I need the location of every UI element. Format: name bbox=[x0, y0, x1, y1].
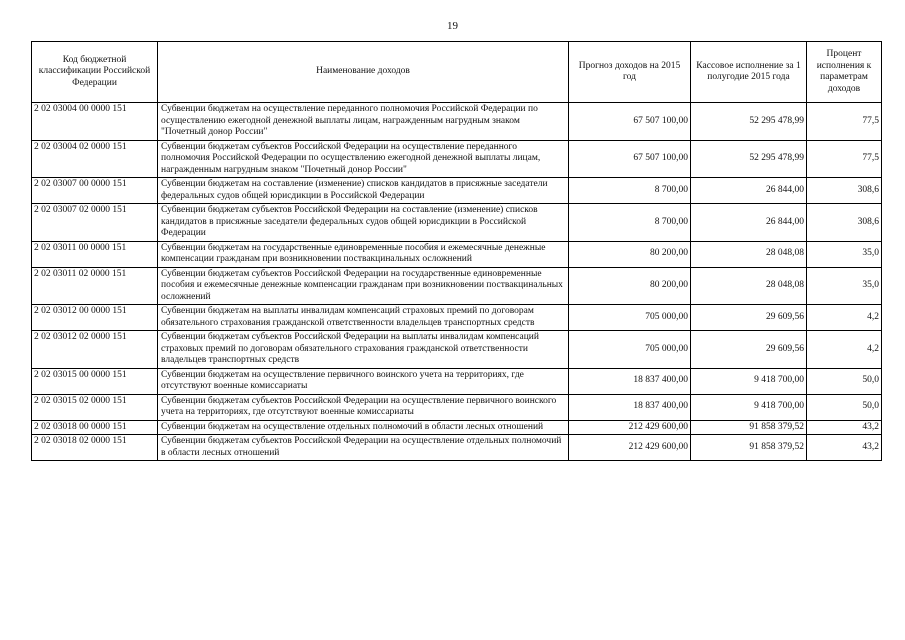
execution-cell: 29 609,56 bbox=[691, 331, 807, 369]
forecast-cell: 18 837 400,00 bbox=[569, 394, 691, 420]
percent-cell: 35,0 bbox=[807, 267, 882, 305]
table-row bbox=[32, 241, 882, 267]
percent-cell: 308,6 bbox=[807, 204, 882, 242]
header-row bbox=[32, 42, 882, 103]
code-cell: 2 02 03004 00 0000 151 bbox=[32, 103, 158, 141]
percent-cell: 308,6 bbox=[807, 178, 882, 204]
table-row bbox=[32, 103, 882, 141]
forecast-cell: 67 507 100,00 bbox=[569, 103, 691, 141]
code-cell: 2 02 03018 02 0000 151 bbox=[32, 435, 158, 461]
code-cell: 2 02 03011 02 0000 151 bbox=[32, 267, 158, 305]
table-row bbox=[32, 204, 882, 242]
forecast-cell: 18 837 400,00 bbox=[569, 368, 691, 394]
percent-cell: 77,5 bbox=[807, 103, 882, 141]
execution-cell: 9 418 700,00 bbox=[691, 394, 807, 420]
name-cell: Субвенции бюджетам субъектов Российской Федерации на осуществление переданного полномочия Российской Федерации по осуществлению ежегодной денежной выплаты лицам, награжденным нагрудным знаком "Почетный донор России" bbox=[158, 140, 569, 178]
forecast-cell: 8 700,00 bbox=[569, 204, 691, 242]
name-cell: Субвенции бюджетам на выплаты инвалидам компенсаций страховых премий по договорам обязательного страхования гражданской ответственности владельцев транспортных средств bbox=[158, 305, 569, 331]
name-cell: Субвенции бюджетам субъектов Российской Федерации на составление (изменение) списков кандидатов в присяжные заседатели федеральных судов общей юрисдикции в Российской Федерации bbox=[158, 204, 569, 242]
header-name: Наименование доходов bbox=[158, 42, 569, 103]
execution-cell: 28 048,08 bbox=[691, 241, 807, 267]
revenue-table bbox=[31, 41, 882, 461]
code-cell: 2 02 03018 00 0000 151 bbox=[32, 420, 158, 435]
table-row bbox=[32, 435, 882, 461]
percent-cell: 43,2 bbox=[807, 420, 882, 435]
code-cell: 2 02 03007 02 0000 151 bbox=[32, 204, 158, 242]
header-forecast: Прогноз доходов на 2015 год bbox=[569, 42, 691, 103]
header-percent: Процент исполнения к параметрам доходов bbox=[807, 42, 882, 103]
table-row bbox=[32, 140, 882, 178]
table-row bbox=[32, 368, 882, 394]
code-cell: 2 02 03012 00 0000 151 bbox=[32, 305, 158, 331]
table-row bbox=[32, 331, 882, 369]
header-execution: Кассовое исполнение за 1 полугодие 2015 года bbox=[691, 42, 807, 103]
execution-cell: 26 844,00 bbox=[691, 178, 807, 204]
page-number: 19 bbox=[447, 20, 458, 32]
code-cell: 2 02 03004 02 0000 151 bbox=[32, 140, 158, 178]
execution-cell: 52 295 478,99 bbox=[691, 103, 807, 141]
name-cell: Субвенции бюджетам на составление (изменение) списков кандидатов в присяжные заседатели федеральных судов общей юрисдикции в Российской Федерации bbox=[158, 178, 569, 204]
table-row bbox=[32, 420, 882, 435]
execution-cell: 28 048,08 bbox=[691, 267, 807, 305]
execution-cell: 9 418 700,00 bbox=[691, 368, 807, 394]
execution-cell: 91 858 379,52 bbox=[691, 420, 807, 435]
percent-cell: 4,2 bbox=[807, 305, 882, 331]
code-cell: 2 02 03011 00 0000 151 bbox=[32, 241, 158, 267]
name-cell: Субвенции бюджетам на осуществление переданного полномочия Российской Федерации по осуществлению ежегодной денежной выплаты лицам, награжденным нагрудным знаком "Почетный донор России" bbox=[158, 103, 569, 141]
execution-cell: 91 858 379,52 bbox=[691, 435, 807, 461]
forecast-cell: 8 700,00 bbox=[569, 178, 691, 204]
execution-cell: 29 609,56 bbox=[691, 305, 807, 331]
name-cell: Субвенции бюджетам субъектов Российской Федерации на государственные единовременные пособия и ежемесячные денежные компенсации гражданам при возникновении поствакцинальных осложнений bbox=[158, 267, 569, 305]
percent-cell: 4,2 bbox=[807, 331, 882, 369]
table-row bbox=[32, 178, 882, 204]
execution-cell: 26 844,00 bbox=[691, 204, 807, 242]
forecast-cell: 705 000,00 bbox=[569, 305, 691, 331]
code-cell: 2 02 03015 00 0000 151 bbox=[32, 368, 158, 394]
code-cell: 2 02 03015 02 0000 151 bbox=[32, 394, 158, 420]
table-row bbox=[32, 305, 882, 331]
forecast-cell: 67 507 100,00 bbox=[569, 140, 691, 178]
percent-cell: 43,2 bbox=[807, 435, 882, 461]
percent-cell: 77,5 bbox=[807, 140, 882, 178]
table-row bbox=[32, 394, 882, 420]
table-row bbox=[32, 267, 882, 305]
forecast-cell: 80 200,00 bbox=[569, 267, 691, 305]
name-cell: Субвенции бюджетам на осуществление отдельных полномочий в области лесных отношений bbox=[158, 420, 569, 435]
execution-cell: 52 295 478,99 bbox=[691, 140, 807, 178]
name-cell: Субвенции бюджетам субъектов Российской Федерации на осуществление первичного воинского учета на территориях, где отсутствуют военные комиссариаты bbox=[158, 394, 569, 420]
name-cell: Субвенции бюджетам на осуществление первичного воинского учета на территориях, где отсутствуют военные комиссариаты bbox=[158, 368, 569, 394]
name-cell: Субвенции бюджетам субъектов Российской Федерации на выплаты инвалидам компенсаций страховых премий по договорам обязательного страхования гражданской ответственности владельцев транспортных средств bbox=[158, 331, 569, 369]
forecast-cell: 212 429 600,00 bbox=[569, 435, 691, 461]
code-cell: 2 02 03012 02 0000 151 bbox=[32, 331, 158, 369]
header-code: Код бюджетной классификации Российской Федерации bbox=[32, 42, 158, 103]
percent-cell: 50,0 bbox=[807, 394, 882, 420]
name-cell: Субвенции бюджетам на государственные единовременные пособия и ежемесячные денежные компенсации гражданам при возникновении поствакцинальных осложнений bbox=[158, 241, 569, 267]
forecast-cell: 80 200,00 bbox=[569, 241, 691, 267]
forecast-cell: 705 000,00 bbox=[569, 331, 691, 369]
percent-cell: 50,0 bbox=[807, 368, 882, 394]
code-cell: 2 02 03007 00 0000 151 bbox=[32, 178, 158, 204]
percent-cell: 35,0 bbox=[807, 241, 882, 267]
forecast-cell: 212 429 600,00 bbox=[569, 420, 691, 435]
name-cell: Субвенции бюджетам субъектов Российской Федерации на осуществление отдельных полномочий в области лесных отношений bbox=[158, 435, 569, 461]
